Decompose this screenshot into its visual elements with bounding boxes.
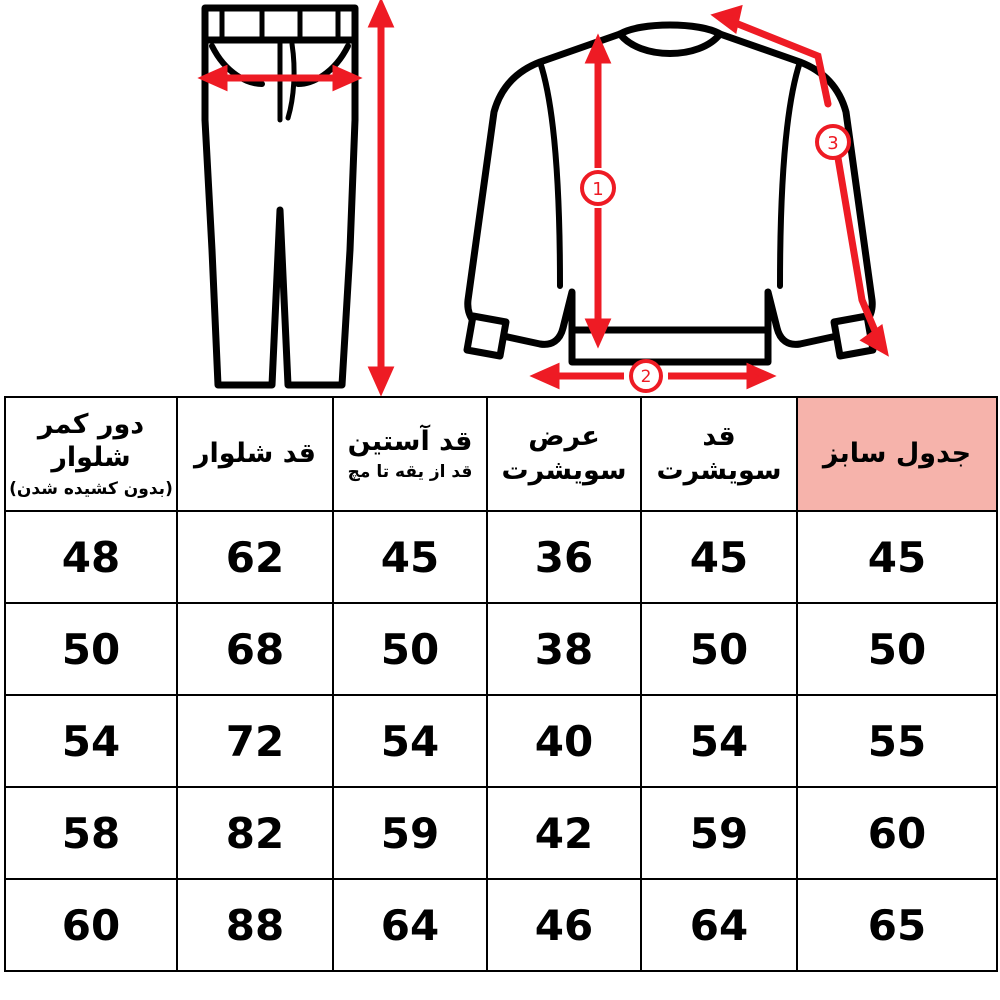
pants-length-arrow <box>373 6 389 388</box>
table-header-subtitle-5: (بدون کشیده شدن) <box>9 479 173 500</box>
table-header-cell-5 <box>5 397 177 511</box>
callout-3-label: 3 <box>827 133 839 154</box>
cell-1-3: 50 <box>333 603 487 695</box>
table-row <box>5 787 997 879</box>
table-header-title-3: قد آستین <box>347 425 473 457</box>
cell-1-5: 50 <box>5 603 177 695</box>
cell-2-5: 54 <box>5 695 177 787</box>
cell-3-2: 42 <box>487 787 641 879</box>
cell-1-2: 38 <box>487 603 641 695</box>
cell-4-1: 64 <box>641 879 797 971</box>
sweatshirt-diagram <box>467 25 873 362</box>
cell-3-3: 59 <box>333 787 487 879</box>
cell-2-0: 55 <box>797 695 997 787</box>
cell-1-4: 68 <box>177 603 333 695</box>
cell-4-4: 88 <box>177 879 333 971</box>
callout-1-label: 1 <box>592 179 604 200</box>
cell-2-2: 40 <box>487 695 641 787</box>
table-header-subtitle-3: قد از یقه تا مچ <box>347 462 473 483</box>
table-header-title-2: عرض سویشرت <box>501 421 627 486</box>
table-header-cell-3 <box>333 397 487 511</box>
garment-illustrations <box>0 0 1000 396</box>
table-header-cell-1 <box>641 397 797 511</box>
cell-2-4: 72 <box>177 695 333 787</box>
cell-0-5: 48 <box>5 511 177 603</box>
cell-0-2: 36 <box>487 511 641 603</box>
size-table <box>4 396 998 972</box>
table-header-title-5: دور کمر شلوار <box>37 408 145 474</box>
table-header-title-0: جدول سابز <box>822 438 972 470</box>
cell-2-1: 54 <box>641 695 797 787</box>
cell-0-3: 45 <box>333 511 487 603</box>
cell-1-0: 50 <box>797 603 997 695</box>
table-row <box>5 511 997 603</box>
table-header-row <box>5 397 997 511</box>
cell-4-2: 46 <box>487 879 641 971</box>
table-header-cell-2 <box>487 397 641 511</box>
cell-3-4: 82 <box>177 787 333 879</box>
cell-2-3: 54 <box>333 695 487 787</box>
table-header-cell-0 <box>797 397 997 511</box>
cell-4-3: 64 <box>333 879 487 971</box>
table-row <box>5 879 997 971</box>
cell-1-1: 50 <box>641 603 797 695</box>
cell-3-1: 59 <box>641 787 797 879</box>
cell-0-1: 45 <box>641 511 797 603</box>
table-row <box>5 603 997 695</box>
cell-0-0: 45 <box>797 511 997 603</box>
table-row <box>5 695 997 787</box>
cell-3-0: 60 <box>797 787 997 879</box>
table-header-title-4: قد شلوار <box>194 438 316 470</box>
pants-diagram <box>205 8 355 385</box>
table-header-title-1: قد سویشرت <box>656 421 782 486</box>
table-header-cell-4 <box>177 397 333 511</box>
cell-0-4: 62 <box>177 511 333 603</box>
callout-2-label: 2 <box>640 367 652 387</box>
cell-3-5: 58 <box>5 787 177 879</box>
cell-4-0: 65 <box>797 879 997 971</box>
cell-4-5: 60 <box>5 879 177 971</box>
